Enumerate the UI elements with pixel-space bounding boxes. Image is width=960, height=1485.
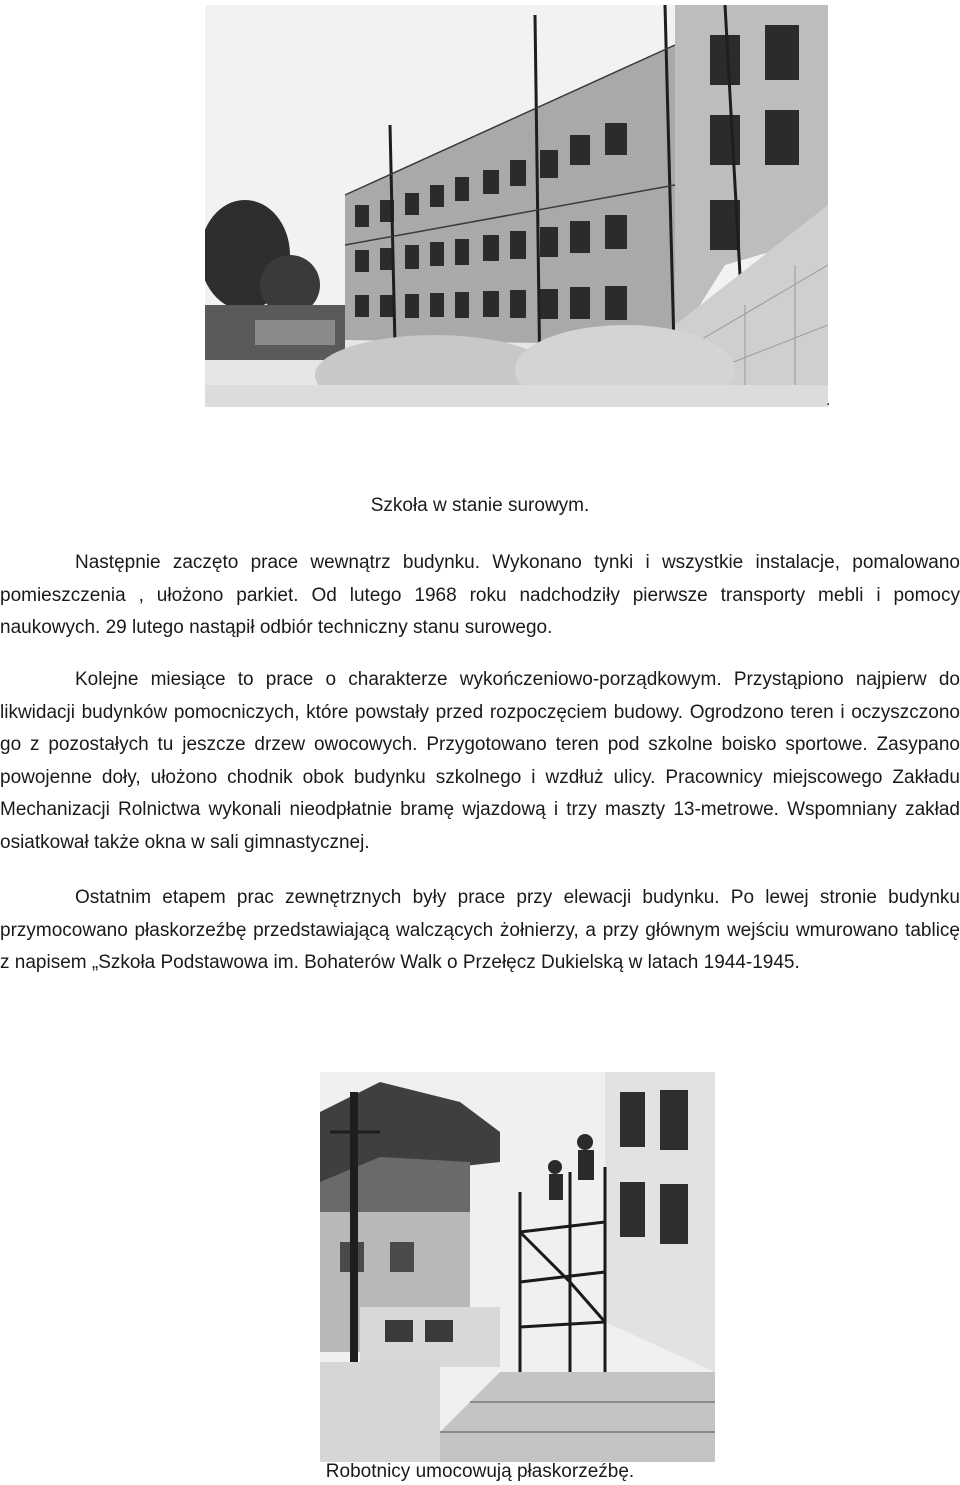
paragraph: Następnie zaczęto prace wewnątrz budynku. Wykonano tynki i wszystkie instalacje, pomalowano pomieszczenia , ułożono parkiet. Od lutego 1968 roku nadchodziły pierwsze transporty mebli i pomocy naukowych. 29 lutego nastąpił odbiór techniczny stanu surowego.: [0, 552, 960, 638]
school-construction-photo: [205, 5, 828, 407]
stray-mark: .: [826, 392, 831, 409]
photo-caption: Szkoła w stanie surowym.: [370, 495, 590, 516]
photo-caption: Robotnicy umocowują płaskorzeźbę.: [325, 1461, 635, 1482]
paragraph: Ostatnim etapem prac zewnętrznych były prace przy elewacji budynku. Po lewej stronie budynku przymocowano płaskorzeźbę przedstawiającą walczących żołnierzy, a przy głównym wejściu wmurowano tablicę z napisem „Szkoła Podstawowa im. Bohaterów Walk o Przełęcz Dukielską w latach 1944-1945.: [0, 887, 960, 973]
workers-mounting-relief-photo: [320, 1072, 715, 1462]
paragraph: Kolejne miesiące to prace o charakterze wykończeniowo-porządkowym. Przystąpiono najpierw do likwidacji budynków pomocniczych, które powstały przed rozpoczęciem budowy. Ogrodzono teren i oczyszczono go z pozostałych tu jeszcze drzew owocowych. Przygotowano teren pod szkolne boisko sportowe. Zasypano powojenne doły, ułożono chodnik obok budynku szkolnego i wzdłuż ulicy. Pracownicy miejscowego Zakładu Mechanizacji Rolnictwa wykonali nieodpłatnie bramę wjazdową i trzy maszty 13-metrowe. Wspomniany zakład osiatkował także okna w sali gimnastycznej.: [0, 669, 960, 853]
